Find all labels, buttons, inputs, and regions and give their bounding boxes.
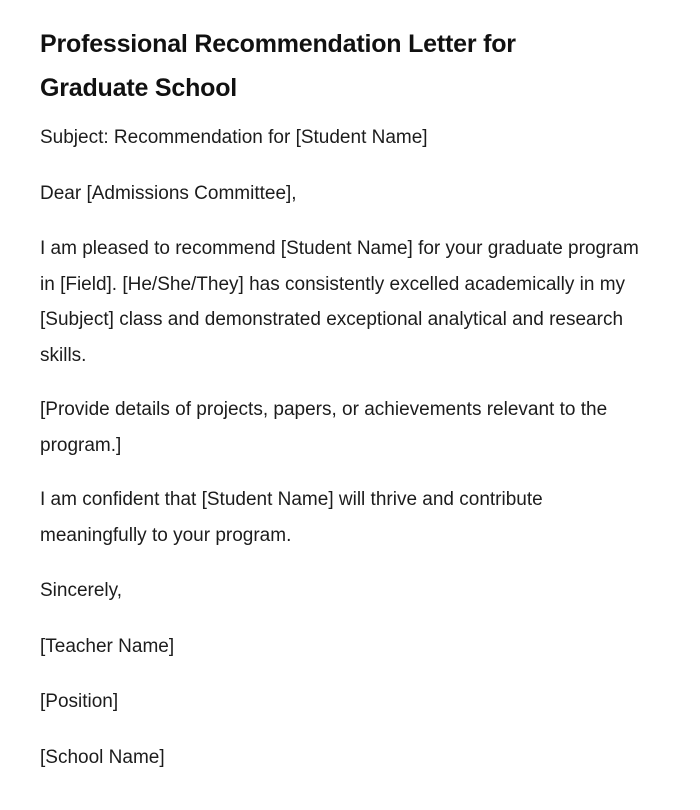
letter-closing: Sincerely, — [40, 580, 123, 601]
letter-body-paragraph: I am pleased to recommend [Student Name] for your graduate program in [Field]. [He/She/They] has consistently excelled academically in my [Subject] class and demonstrated exceptional analytical and research skills. — [40, 238, 639, 366]
signature-school: [School Name] — [40, 746, 165, 768]
letter-body-paragraph: [Provide details of projects, papers, or achievements relevant to the program.] — [40, 399, 608, 456]
signature-position: [Position] — [40, 691, 119, 712]
letter-salutation: Dear [Admissions Committee], — [40, 182, 297, 204]
letter-subject: Subject: Recommendation for [Student Name] — [40, 127, 428, 148]
signature-name: [Teacher Name] — [40, 635, 175, 657]
letter-title: Professional Recommendation Letter for Graduate School — [40, 30, 516, 102]
letter-body-paragraph: I am confident that [Student Name] will thrive and contribute meaningfully to your program. — [40, 489, 543, 546]
